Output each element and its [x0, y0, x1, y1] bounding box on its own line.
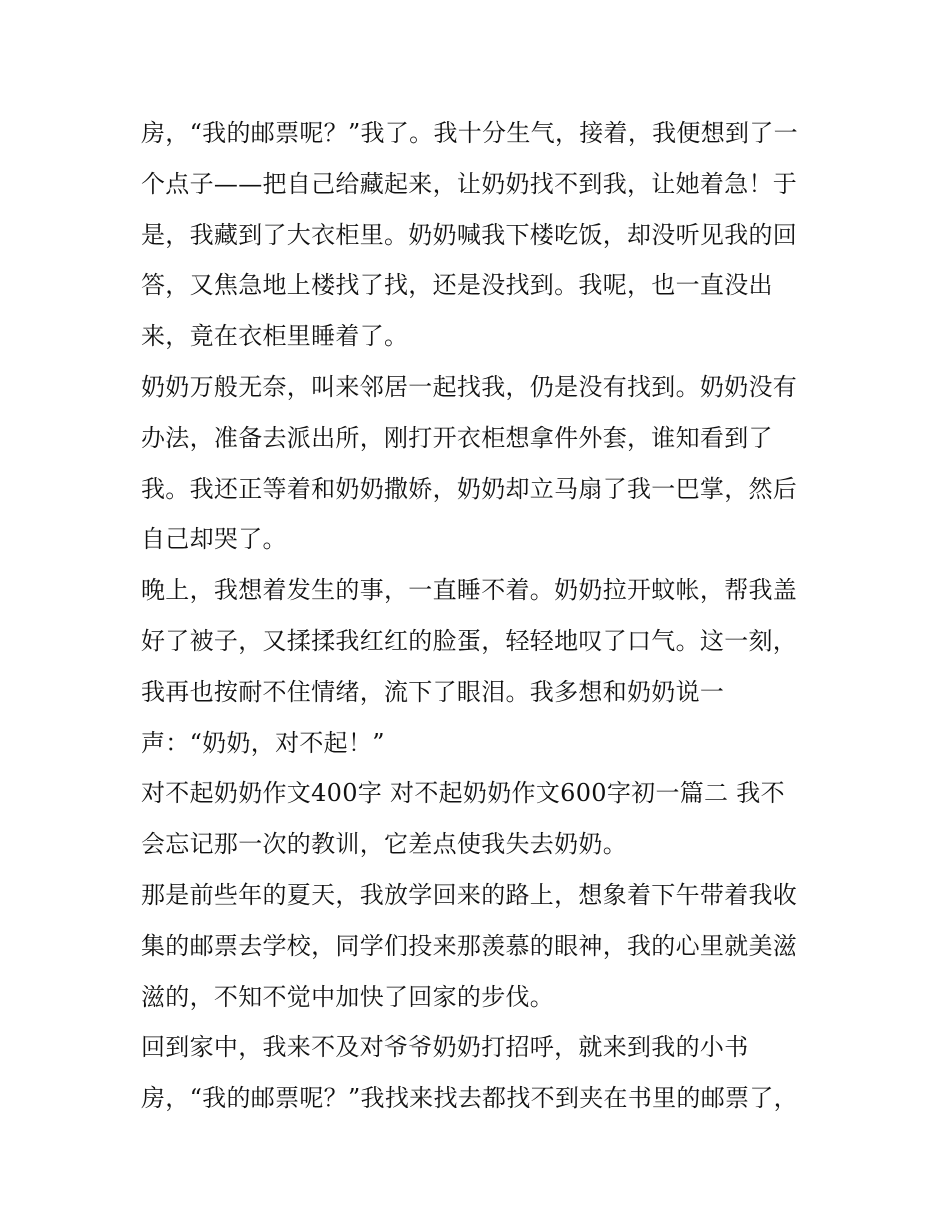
text-line: 答，又焦急地上楼找了找，还是没找到。我呢，也一直没出 — [141, 271, 773, 300]
text-line: 房，“我的邮票呢？”我找来找去都找不到夹在书里的邮票了， — [141, 1084, 798, 1113]
text-line: 声：“奶奶，对不起！” — [141, 728, 385, 757]
text-line: 好了被子，又揉揉我红红的脸蛋，轻轻地叹了口气。这一刻， — [141, 626, 798, 655]
text-line: 是，我藏到了大衣柜里。奶奶喊我下楼吃饭，却没听见我的回 — [141, 220, 798, 249]
text-line: 那是前些年的夏天，我放学回来的路上，想象着下午带着我收 — [141, 880, 798, 909]
text-line: 晚上，我想着发生的事，一直睡不着。奶奶拉开蚊帐，帮我盖 — [141, 576, 798, 605]
text-line: 会忘记那一次的教训，它差点使我失去奶奶。 — [141, 830, 627, 859]
text-line: 办法，准备去派出所，刚打开衣柜想拿件外套，谁知看到了 — [141, 423, 773, 452]
text-line: 个点子——把自己给藏起来，让奶奶找不到我，让她着急！于 — [141, 169, 798, 198]
text-line: 回到家中，我来不及对爷爷奶奶打招呼，就来到我的小书 — [141, 1033, 749, 1062]
text-line: 奶奶万般无奈，叫来邻居一起找我，仍是没有找到。奶奶没有 — [141, 372, 798, 401]
text-line: 房，“我的邮票呢？”我了。我十分生气，接着，我便想到了一 — [141, 119, 798, 147]
text-line: 来，竟在衣柜里睡着了。 — [141, 322, 409, 351]
text-line: 我再也按耐不住情绪，流下了眼泪。我多想和奶奶说一 — [141, 677, 725, 706]
text-line: 自己却哭了。 — [141, 525, 287, 554]
text-line: 集的邮票去学校，同学们投来那羡慕的眼神，我的心里就美滋 — [141, 931, 798, 960]
text-line: 对不起奶奶作文400字 对不起奶奶作文600字初一篇二 我不 — [141, 779, 785, 808]
document-body — [141, 108, 841, 1124]
text-line: 我。我还正等着和奶奶撒娇，奶奶却立马扇了我一巴掌，然后 — [141, 474, 798, 503]
text-line: 滋的，不知不觉中加快了回家的步伐。 — [141, 982, 555, 1011]
